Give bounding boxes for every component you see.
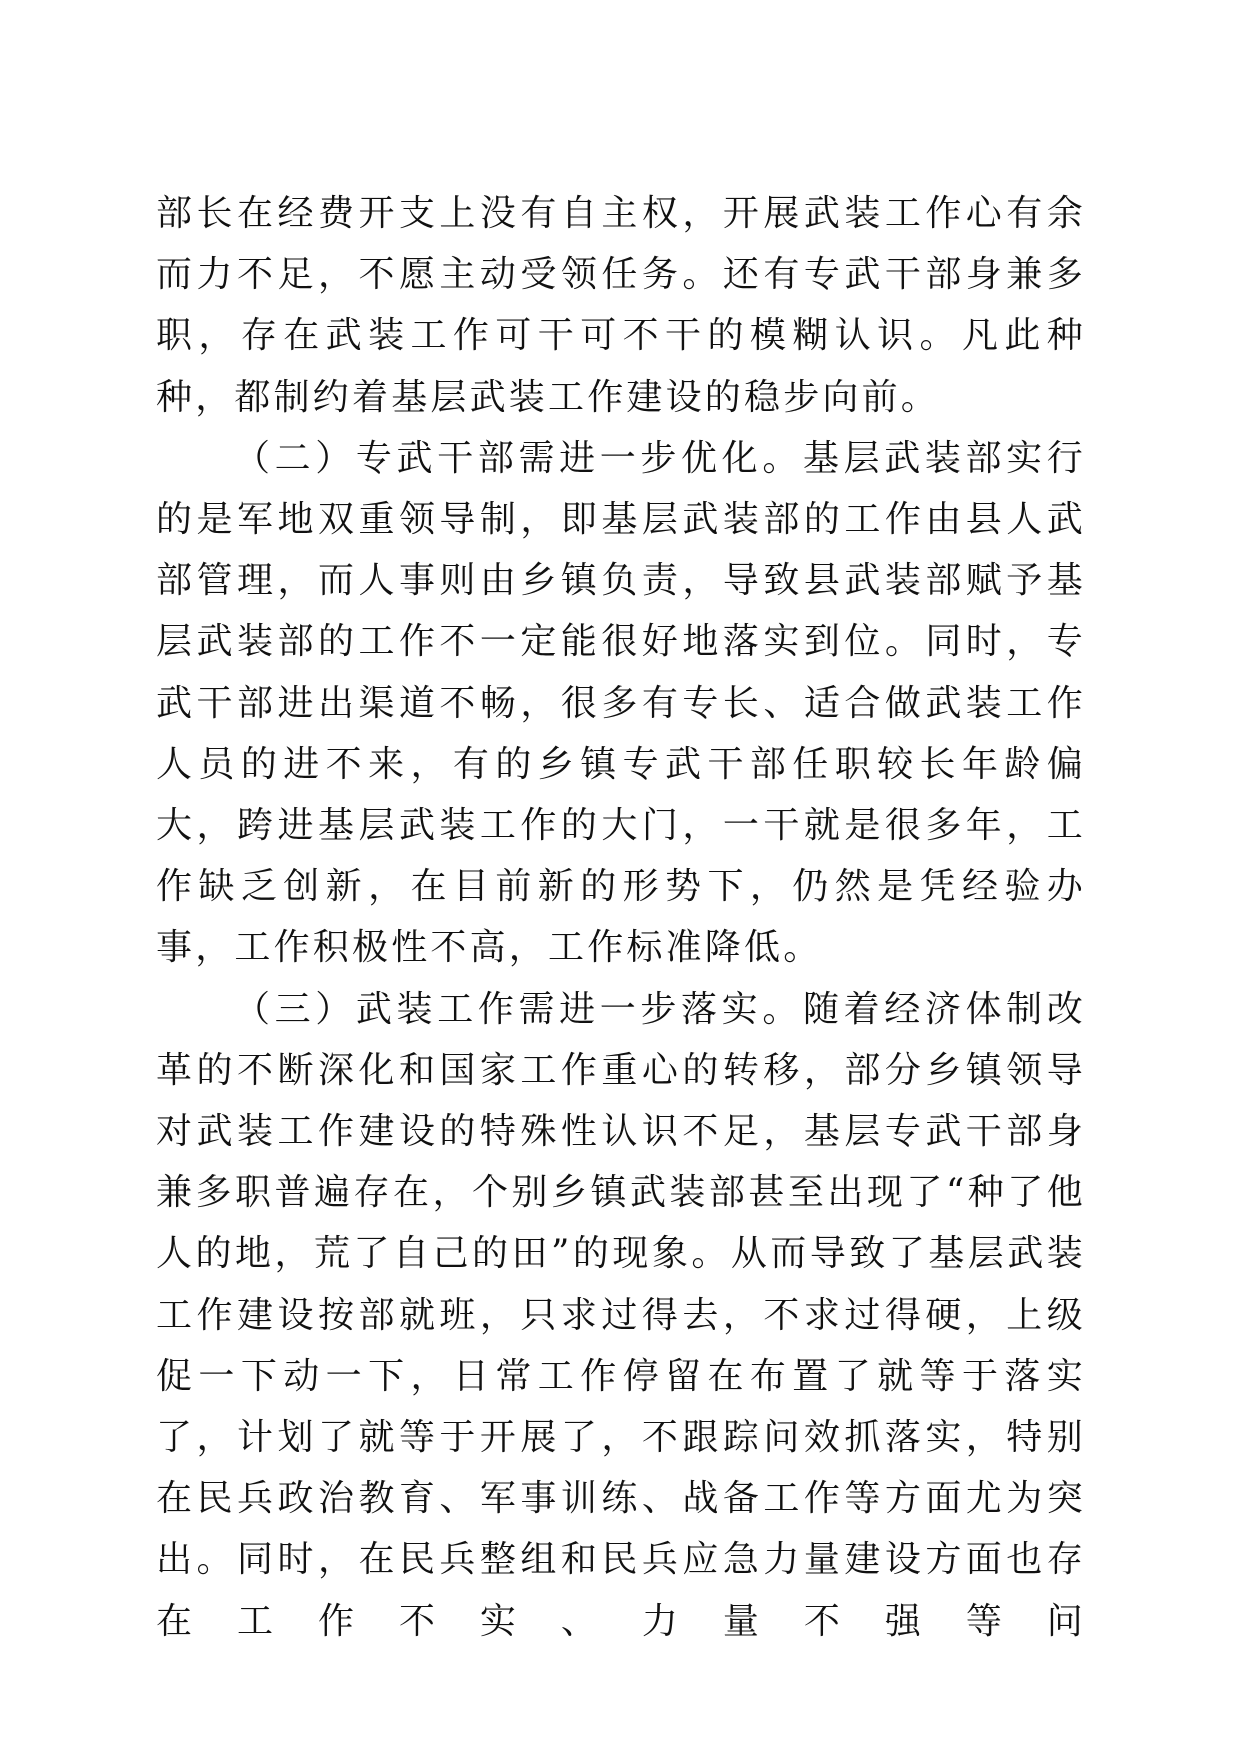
paragraph-section-three: （三）武装工作需进一步落实。随着经济体制改革的不断深化和国家工作重心的转移，部分乡镇领导对武装工作建设的特殊性认识不足，基层专武干部身兼多职普遍存在，个别乡镇武装部甚至出现了“种了他人的地，荒了自己的田”的现象。从而导致了基层武装工作建设按部就班，只求过得去，不求过得硬，上级促一下动一下，日常工作停留在布置了就等于落实了，计划了就等于开展了，不跟踪问效抓落实，特别在民兵政治教育、军事训练、战备工作等方面尤为突出。同时，在民兵整组和民兵应急力量建设方面也存在工作不实、力量不强等问 xyxy=(156,988,1086,1642)
paragraph-continuation: 部长在经费开支上没有自主权，开展武装工作心有余而力不足，不愿主动受领任务。还有专武干部身兼多职，存在武装工作可干可不干的模糊认识。凡此种种，都制约着基层武装工作建设的稳步向前。 xyxy=(156,193,1086,418)
paragraph-section-two: （二）专武干部需进一步优化。基层武装部实行的是军地双重领导制，即基层武装部的工作由县人武部管理，而人事则由乡镇负责，导致县武装部赋予基层武装部的工作不一定能很好地落实到位。同时，专武干部进出渠道不畅，很多有专长、适合做武装工作人员的进不来，有的乡镇专武干部任职较长年龄偏大，跨进基层武装工作的大门，一干就是很多年，工作缺乏创新，在目前新的形势下，仍然是凭经验办事，工作积极性不高，工作标准降低。 xyxy=(156,437,1086,969)
body-text xyxy=(156,183,1086,1652)
